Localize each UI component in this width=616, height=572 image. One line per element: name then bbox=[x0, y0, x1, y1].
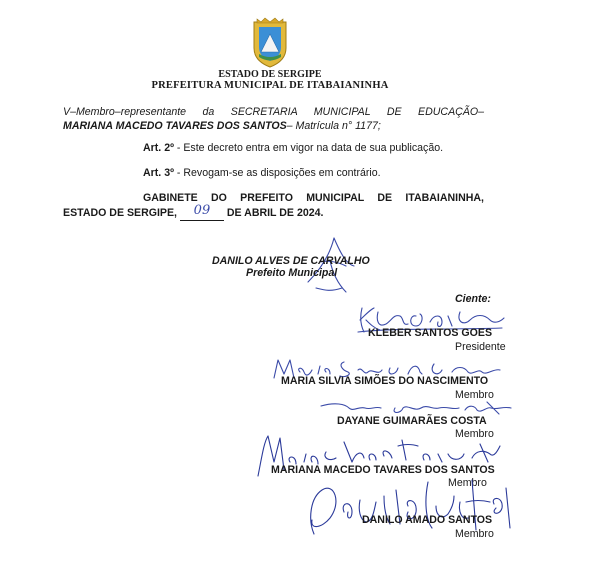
registration-text: – Matrícula n° 1177; bbox=[286, 120, 381, 132]
signatory-1-name: KLEBER SANTOS GOES bbox=[368, 327, 493, 339]
ciente-label: Ciente: bbox=[455, 293, 491, 305]
article-2-label: Art. 2º bbox=[143, 142, 174, 154]
signatory-2-name: MARIA SILVIA SIMÕES DO NASCIMENTO bbox=[281, 375, 489, 387]
article-2-text: - Este decreto entra em vigor na data de sua publicação. bbox=[173, 142, 444, 154]
mayor-name: DANILO ALVES DE CARVALHO bbox=[212, 255, 370, 267]
date-blank bbox=[180, 205, 224, 221]
signatory-3-role: Membro bbox=[455, 428, 494, 440]
gabinete-prefix: ESTADO DE SERGIPE, bbox=[63, 207, 180, 219]
article-3-text: - Revogam-se as disposições em contrário. bbox=[173, 167, 381, 179]
signatory-3-name: DAYANE GUIMARÃES COSTA bbox=[337, 415, 487, 427]
article-3 bbox=[143, 167, 381, 179]
item-v-line1: V–Membro–representante da SECRETARIA MUNICIPAL DE EDUCAÇÃO– bbox=[63, 106, 484, 118]
article-3-label: Art. 3º bbox=[143, 167, 174, 179]
gabinete-line1: GABINETE DO PREFEITO MUNICIPAL DE ITABAIANINHA, bbox=[143, 192, 484, 204]
signatory-4-name: MARIANA MACEDO TAVARES DOS SANTOS bbox=[271, 464, 495, 476]
signatory-4-role: Membro bbox=[448, 477, 487, 489]
date-day-handwritten: 09 bbox=[193, 203, 211, 218]
mayor-title: Prefeito Municipal bbox=[246, 267, 338, 279]
member-name: MARIANA MACEDO TAVARES DOS SANTOS bbox=[63, 120, 287, 132]
signatory-5-role: Membro bbox=[455, 528, 494, 540]
office-heading: PREFEITURA MUNICIPAL DE ITABAIANINHA bbox=[151, 80, 389, 91]
gabinete-suffix: DE ABRIL DE 2024. bbox=[223, 207, 324, 219]
gabinete-line2 bbox=[63, 205, 323, 221]
coat-of-arms-logo bbox=[249, 14, 291, 70]
signatory-2-role: Membro bbox=[455, 389, 494, 401]
item-v-line2 bbox=[63, 120, 381, 132]
state-heading: ESTADO DE SERGIPE bbox=[218, 69, 322, 80]
signatory-1-role: Presidente bbox=[455, 341, 506, 353]
article-2 bbox=[143, 142, 443, 154]
signatory-5-name: DANILO AMADO SANTOS bbox=[362, 514, 493, 526]
